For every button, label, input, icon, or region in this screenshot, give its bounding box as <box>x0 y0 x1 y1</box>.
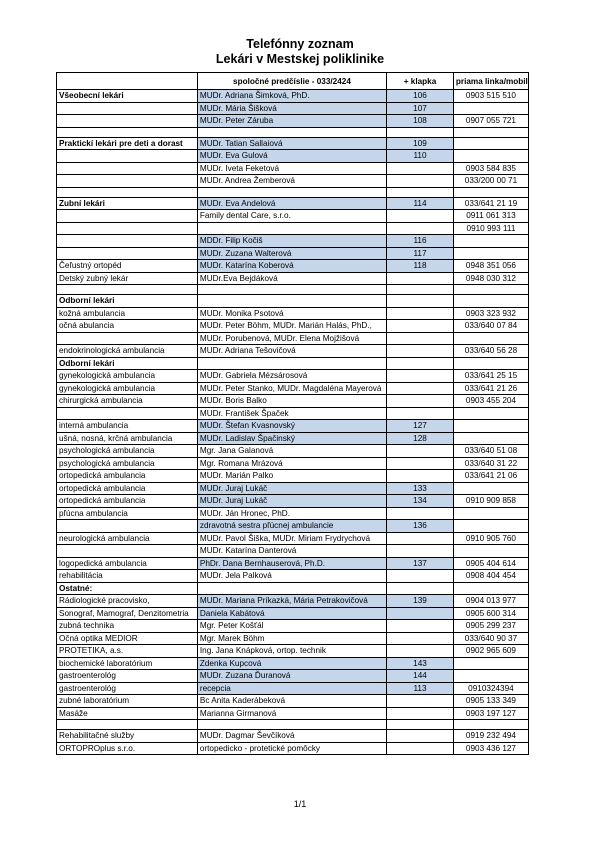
table-row <box>57 370 529 383</box>
department-cell: očná abulancia <box>57 320 198 333</box>
extension-cell <box>387 395 454 408</box>
department-cell <box>57 210 198 223</box>
department-cell: gastroenterológ <box>57 682 198 695</box>
extension-cell: 108 <box>387 115 454 128</box>
name-cell: ortopedicko - protetické pomôcky <box>197 742 386 755</box>
extension-cell <box>387 127 454 137</box>
phone-cell: 0948 030 312 <box>453 272 528 285</box>
table-row <box>57 382 529 395</box>
extension-cell: 127 <box>387 420 454 433</box>
extension-cell <box>387 445 454 458</box>
table-row <box>57 557 529 570</box>
name-cell: MUDr. Peter Záruba <box>197 115 386 128</box>
department-cell: Detský zubný lekár <box>57 272 198 285</box>
extension-cell <box>387 295 454 308</box>
department-cell: interná ambulancia <box>57 420 198 433</box>
name-cell: Marianna Girmanová <box>197 707 386 720</box>
table-row <box>57 682 529 695</box>
table-row <box>57 247 529 260</box>
department-cell <box>57 115 198 128</box>
table-row <box>57 470 529 483</box>
extension-cell <box>387 532 454 545</box>
extension-cell <box>387 175 454 188</box>
table-row <box>57 520 529 533</box>
phone-cell: 0905 404 614 <box>453 557 528 570</box>
extension-cell: 114 <box>387 197 454 210</box>
name-cell: Zdenka Kupcová <box>197 657 386 670</box>
table-row <box>57 482 529 495</box>
extension-cell <box>387 545 454 558</box>
extension-cell <box>387 720 454 730</box>
name-cell: MUDr. Mária Šišková <box>197 102 386 115</box>
department-cell: Ostatné: <box>57 582 198 595</box>
table-row <box>57 645 529 658</box>
phone-cell: 0903 436 127 <box>453 742 528 755</box>
phone-cell <box>453 285 528 295</box>
department-cell: Praktickí lekári pre deti a dorast <box>57 137 198 150</box>
department-cell: psychologická ambulancia <box>57 457 198 470</box>
extension-cell <box>387 332 454 345</box>
name-cell: MUDr. Marián Palko <box>197 470 386 483</box>
extension-cell <box>387 507 454 520</box>
extension-cell <box>387 320 454 333</box>
name-cell: Family dental Care, s.r.o. <box>197 210 386 223</box>
extension-cell: 143 <box>387 657 454 670</box>
name-cell: MUDr. Adriana Tešovičová <box>197 345 386 358</box>
table-row <box>57 345 529 358</box>
name-cell: MUDr. Monika Psotová <box>197 307 386 320</box>
table-row <box>57 457 529 470</box>
phone-cell <box>453 127 528 137</box>
table-row <box>57 332 529 345</box>
phone-cell: 033/640 07 84 <box>453 320 528 333</box>
phone-cell <box>453 187 528 197</box>
name-cell: Mgr. Romana Mrázová <box>197 457 386 470</box>
phone-cell: 0903 323 932 <box>453 307 528 320</box>
extension-cell <box>387 695 454 708</box>
extension-cell: 113 <box>387 682 454 695</box>
table-row <box>57 137 529 150</box>
extension-cell <box>387 407 454 420</box>
phone-cell <box>453 332 528 345</box>
department-cell: kožná ambulancia <box>57 307 198 320</box>
phone-cell: 0908 404 454 <box>453 570 528 583</box>
name-cell: MUDr. Eva Andelová <box>197 197 386 210</box>
name-cell: MUDr. Juraj Lukáč <box>197 495 386 508</box>
phone-cell: 0910324394 <box>453 682 528 695</box>
table-row <box>57 272 529 285</box>
extension-cell <box>387 285 454 295</box>
extension-cell: 133 <box>387 482 454 495</box>
name-cell <box>197 187 386 197</box>
phone-cell <box>453 137 528 150</box>
phone-cell: 0902 965 609 <box>453 645 528 658</box>
phone-cell <box>453 235 528 248</box>
phone-cell <box>453 247 528 260</box>
phone-cell: 0903 455 204 <box>453 395 528 408</box>
table-row <box>57 187 529 197</box>
name-cell: MUDr. Ladislav Špačinský <box>197 432 386 445</box>
extension-cell: 144 <box>387 670 454 683</box>
department-cell: ušná, nosná, krčná ambulancia <box>57 432 198 445</box>
department-cell: ortopedická ambulancia <box>57 470 198 483</box>
extension-cell <box>387 210 454 223</box>
table-row <box>57 307 529 320</box>
name-cell: MUDr.Eva Bejdáková <box>197 272 386 285</box>
table-row <box>57 495 529 508</box>
name-cell: MUDr. Katarína Danterová <box>197 545 386 558</box>
extension-cell <box>387 222 454 235</box>
table-row <box>57 210 529 223</box>
department-cell <box>57 332 198 345</box>
name-cell <box>197 127 386 137</box>
name-cell <box>197 357 386 370</box>
phone-cell: 033/641 21 06 <box>453 470 528 483</box>
table-row <box>57 235 529 248</box>
phone-cell: 033/200 00 71 <box>453 175 528 188</box>
table-row <box>57 657 529 670</box>
name-cell <box>197 285 386 295</box>
extension-cell <box>387 742 454 755</box>
department-cell: neurologická ambulancia <box>57 532 198 545</box>
document-subtitle: Lekári v Mestskej poliklinike <box>215 52 385 66</box>
table-row <box>57 320 529 333</box>
department-cell <box>57 127 198 137</box>
extension-cell: 107 <box>387 102 454 115</box>
extension-cell <box>387 345 454 358</box>
phone-cell: 0911 061 313 <box>453 210 528 223</box>
table-row <box>57 720 529 730</box>
name-cell: MUDr. Pavol Šiška, MUDr. Miriam Frydrychová <box>197 532 386 545</box>
phone-cell: 0910 909 858 <box>453 495 528 508</box>
name-cell: MUDr. Iveta Feketová <box>197 162 386 175</box>
extension-cell: 116 <box>387 235 454 248</box>
name-cell: Bc Anita Kaderábeková <box>197 695 386 708</box>
department-cell: Rehabilitačné služby <box>57 730 198 743</box>
phone-cell <box>453 420 528 433</box>
phone-cell: 0905 299 237 <box>453 620 528 633</box>
name-cell: MUDr. Jela Palková <box>197 570 386 583</box>
department-cell <box>57 545 198 558</box>
extension-cell <box>387 707 454 720</box>
table-row <box>57 197 529 210</box>
name-cell: MUDr. Dagmar Ševčíková <box>197 730 386 743</box>
phone-cell <box>453 432 528 445</box>
extension-cell: 134 <box>387 495 454 508</box>
table-row <box>57 730 529 743</box>
department-cell <box>57 235 198 248</box>
department-cell: ORTOPROplus s.r.o. <box>57 742 198 755</box>
extension-cell <box>387 730 454 743</box>
extension-cell: 118 <box>387 260 454 273</box>
document-title: Telefónny zoznam <box>246 37 354 51</box>
table-row <box>57 545 529 558</box>
table-row <box>57 260 529 273</box>
name-cell: MUDr. Gabriela Mézsárosová <box>197 370 386 383</box>
department-cell: chirurgická ambulancia <box>57 395 198 408</box>
table-header-row <box>57 73 529 90</box>
phone-cell <box>453 520 528 533</box>
name-cell: MUDr. Boris Balko <box>197 395 386 408</box>
department-cell: gynekologická ambulancia <box>57 382 198 395</box>
extension-cell <box>387 370 454 383</box>
extension-cell: 137 <box>387 557 454 570</box>
phone-cell: 0907 055 721 <box>453 115 528 128</box>
department-cell: Odborní lekári <box>57 357 198 370</box>
phone-cell <box>453 657 528 670</box>
name-cell: MDDr. Filip Kočiš <box>197 235 386 248</box>
table-row <box>57 407 529 420</box>
extension-cell: 139 <box>387 595 454 608</box>
department-cell <box>57 102 198 115</box>
table-row <box>57 150 529 163</box>
phone-cell: 033/641 21 19 <box>453 197 528 210</box>
phone-cell <box>453 482 528 495</box>
phone-cell: 0905 133 349 <box>453 695 528 708</box>
table-row <box>57 632 529 645</box>
phone-cell <box>453 357 528 370</box>
department-cell <box>57 520 198 533</box>
table-row <box>57 582 529 595</box>
department-cell <box>57 720 198 730</box>
phone-cell: 033/640 90 37 <box>453 632 528 645</box>
name-cell: Ing. Jana Knápková, ortop. technik <box>197 645 386 658</box>
name-cell <box>197 222 386 235</box>
name-cell: MUDr. Zuzana Walterová <box>197 247 386 260</box>
table-row <box>57 707 529 720</box>
header-department <box>57 73 198 90</box>
header-prefix: spoločné predčíslie - 033/2424 <box>197 73 386 90</box>
extension-cell <box>387 570 454 583</box>
table-row <box>57 570 529 583</box>
phone-cell <box>453 670 528 683</box>
department-cell: Všeobecní lekári <box>57 90 198 103</box>
extension-cell <box>387 357 454 370</box>
table-row <box>57 357 529 370</box>
department-cell: psychologická ambulancia <box>57 445 198 458</box>
name-cell: zdravotná sestra pľúcnej ambulancie <box>197 520 386 533</box>
extension-cell <box>387 382 454 395</box>
name-cell: MUDr. Štefan Kvasnovský <box>197 420 386 433</box>
department-cell: Odborní lekári <box>57 295 198 308</box>
phone-cell: 0905 600 314 <box>453 607 528 620</box>
department-cell: Očná optika MEDIOR <box>57 632 198 645</box>
extension-cell <box>387 457 454 470</box>
extension-cell: 109 <box>387 137 454 150</box>
extension-cell <box>387 620 454 633</box>
extension-cell <box>387 307 454 320</box>
table-row <box>57 395 529 408</box>
department-cell <box>57 222 198 235</box>
extension-cell: 117 <box>387 247 454 260</box>
table-row <box>57 742 529 755</box>
phone-cell <box>453 102 528 115</box>
department-cell <box>57 162 198 175</box>
name-cell: Daniela Kabátová <box>197 607 386 620</box>
extension-cell <box>387 187 454 197</box>
phone-cell: 0910 993 111 <box>453 222 528 235</box>
department-cell: gynekologická ambulancia <box>57 370 198 383</box>
table-row <box>57 285 529 295</box>
phone-cell: 0919 232 494 <box>453 730 528 743</box>
department-cell: Sonograf, Mamograf, Denzitometria <box>57 607 198 620</box>
name-cell: MUDr. Peter Stanko, MUDr. Magdaléna Mayerová <box>197 382 386 395</box>
page-number: 1/1 <box>293 799 307 809</box>
department-cell: ortopedická ambulancia <box>57 495 198 508</box>
phone-cell: 033/641 25 15 <box>453 370 528 383</box>
table-row <box>57 115 529 128</box>
phone-cell: 0904 013 977 <box>453 595 528 608</box>
extension-cell <box>387 582 454 595</box>
phone-cell: 0903 197 127 <box>453 707 528 720</box>
phone-directory-table <box>56 72 529 755</box>
phone-cell: 033/640 56 28 <box>453 345 528 358</box>
extension-cell: 128 <box>387 432 454 445</box>
department-cell: zubné laboratórium <box>57 695 198 708</box>
extension-cell: 106 <box>387 90 454 103</box>
department-cell: biochemické laboratórium <box>57 657 198 670</box>
department-cell <box>57 407 198 420</box>
name-cell: Mgr. Jana Galanová <box>197 445 386 458</box>
table-row <box>57 670 529 683</box>
department-cell <box>57 247 198 260</box>
name-cell <box>197 720 386 730</box>
phone-cell: 033/640 31 22 <box>453 457 528 470</box>
table-row <box>57 507 529 520</box>
name-cell: MUDr. Mariana Príkazká, Mária Petrakovičová <box>197 595 386 608</box>
extension-cell <box>387 162 454 175</box>
phone-cell <box>453 295 528 308</box>
header-extension: + klapka <box>387 73 454 90</box>
department-cell: Zubní lekári <box>57 197 198 210</box>
extension-cell <box>387 632 454 645</box>
phone-cell: 033/640 51 08 <box>453 445 528 458</box>
name-cell: MUDr. Adriana Šimková, PhD. <box>197 90 386 103</box>
department-cell <box>57 187 198 197</box>
department-cell: logopedická ambulancia <box>57 557 198 570</box>
table-row <box>57 90 529 103</box>
name-cell: MUDr. Katarína Koberová <box>197 260 386 273</box>
department-cell: Masáže <box>57 707 198 720</box>
extension-cell <box>387 470 454 483</box>
name-cell: MUDr. Eva Gulová <box>197 150 386 163</box>
department-cell: PROTETIKA, a.s. <box>57 645 198 658</box>
name-cell: MUDr. Peter Böhm, MUDr. Marián Halás, PhD., <box>197 320 386 333</box>
name-cell: Mgr. Peter Košťál <box>197 620 386 633</box>
department-cell <box>57 150 198 163</box>
table-row <box>57 295 529 308</box>
extension-cell: 110 <box>387 150 454 163</box>
department-cell: Rádiologické pracovisko, <box>57 595 198 608</box>
name-cell: MUDr. Zuzana Ďuranová <box>197 670 386 683</box>
phone-cell <box>453 150 528 163</box>
table-row <box>57 175 529 188</box>
table-row <box>57 620 529 633</box>
phone-cell <box>453 582 528 595</box>
table-row <box>57 102 529 115</box>
phone-cell <box>453 545 528 558</box>
phone-cell: 0910 905 760 <box>453 532 528 545</box>
name-cell <box>197 582 386 595</box>
extension-cell <box>387 272 454 285</box>
department-cell: rehabilitácia <box>57 570 198 583</box>
extension-cell: 136 <box>387 520 454 533</box>
phone-cell <box>453 720 528 730</box>
department-cell: ortopedická ambulancia <box>57 482 198 495</box>
name-cell: Mgr. Marek Böhm <box>197 632 386 645</box>
department-cell: endokrinologická ambulancia <box>57 345 198 358</box>
phone-cell <box>453 407 528 420</box>
name-cell <box>197 295 386 308</box>
phone-cell <box>453 507 528 520</box>
name-cell: MUDr. Andrea Žemberová <box>197 175 386 188</box>
phone-cell: 0903 584 835 <box>453 162 528 175</box>
department-cell: gastroenterológ <box>57 670 198 683</box>
name-cell: recepcia <box>197 682 386 695</box>
name-cell: MUDr. Tatian Sallaiová <box>197 137 386 150</box>
name-cell: MUDr. František Špaček <box>197 407 386 420</box>
department-cell: zubná technika <box>57 620 198 633</box>
table-row <box>57 162 529 175</box>
extension-cell <box>387 645 454 658</box>
extension-cell <box>387 607 454 620</box>
phone-cell: 033/641 21 26 <box>453 382 528 395</box>
table-row <box>57 695 529 708</box>
phone-cell: 0948 351 056 <box>453 260 528 273</box>
header-direct-line: priama linka/mobil <box>453 73 528 90</box>
name-cell: MUDr. Ján Hronec, PhD. <box>197 507 386 520</box>
table-row <box>57 432 529 445</box>
name-cell: PhDr. Dana Bernhauserová, Ph.D. <box>197 557 386 570</box>
table-row <box>57 420 529 433</box>
table-row <box>57 532 529 545</box>
department-cell: Čeľustný ortopéd <box>57 260 198 273</box>
phone-cell: 0903 515 510 <box>453 90 528 103</box>
department-cell <box>57 285 198 295</box>
name-cell: MUDr. Porubenová, MUDr. Elena Mojžišová <box>197 332 386 345</box>
table-row <box>57 595 529 608</box>
table-row <box>57 127 529 137</box>
name-cell: MUDr. Juraj Lukáč <box>197 482 386 495</box>
department-cell: pľúcna ambulancia <box>57 507 198 520</box>
table-row <box>57 222 529 235</box>
table-row <box>57 445 529 458</box>
department-cell <box>57 175 198 188</box>
table-row <box>57 607 529 620</box>
